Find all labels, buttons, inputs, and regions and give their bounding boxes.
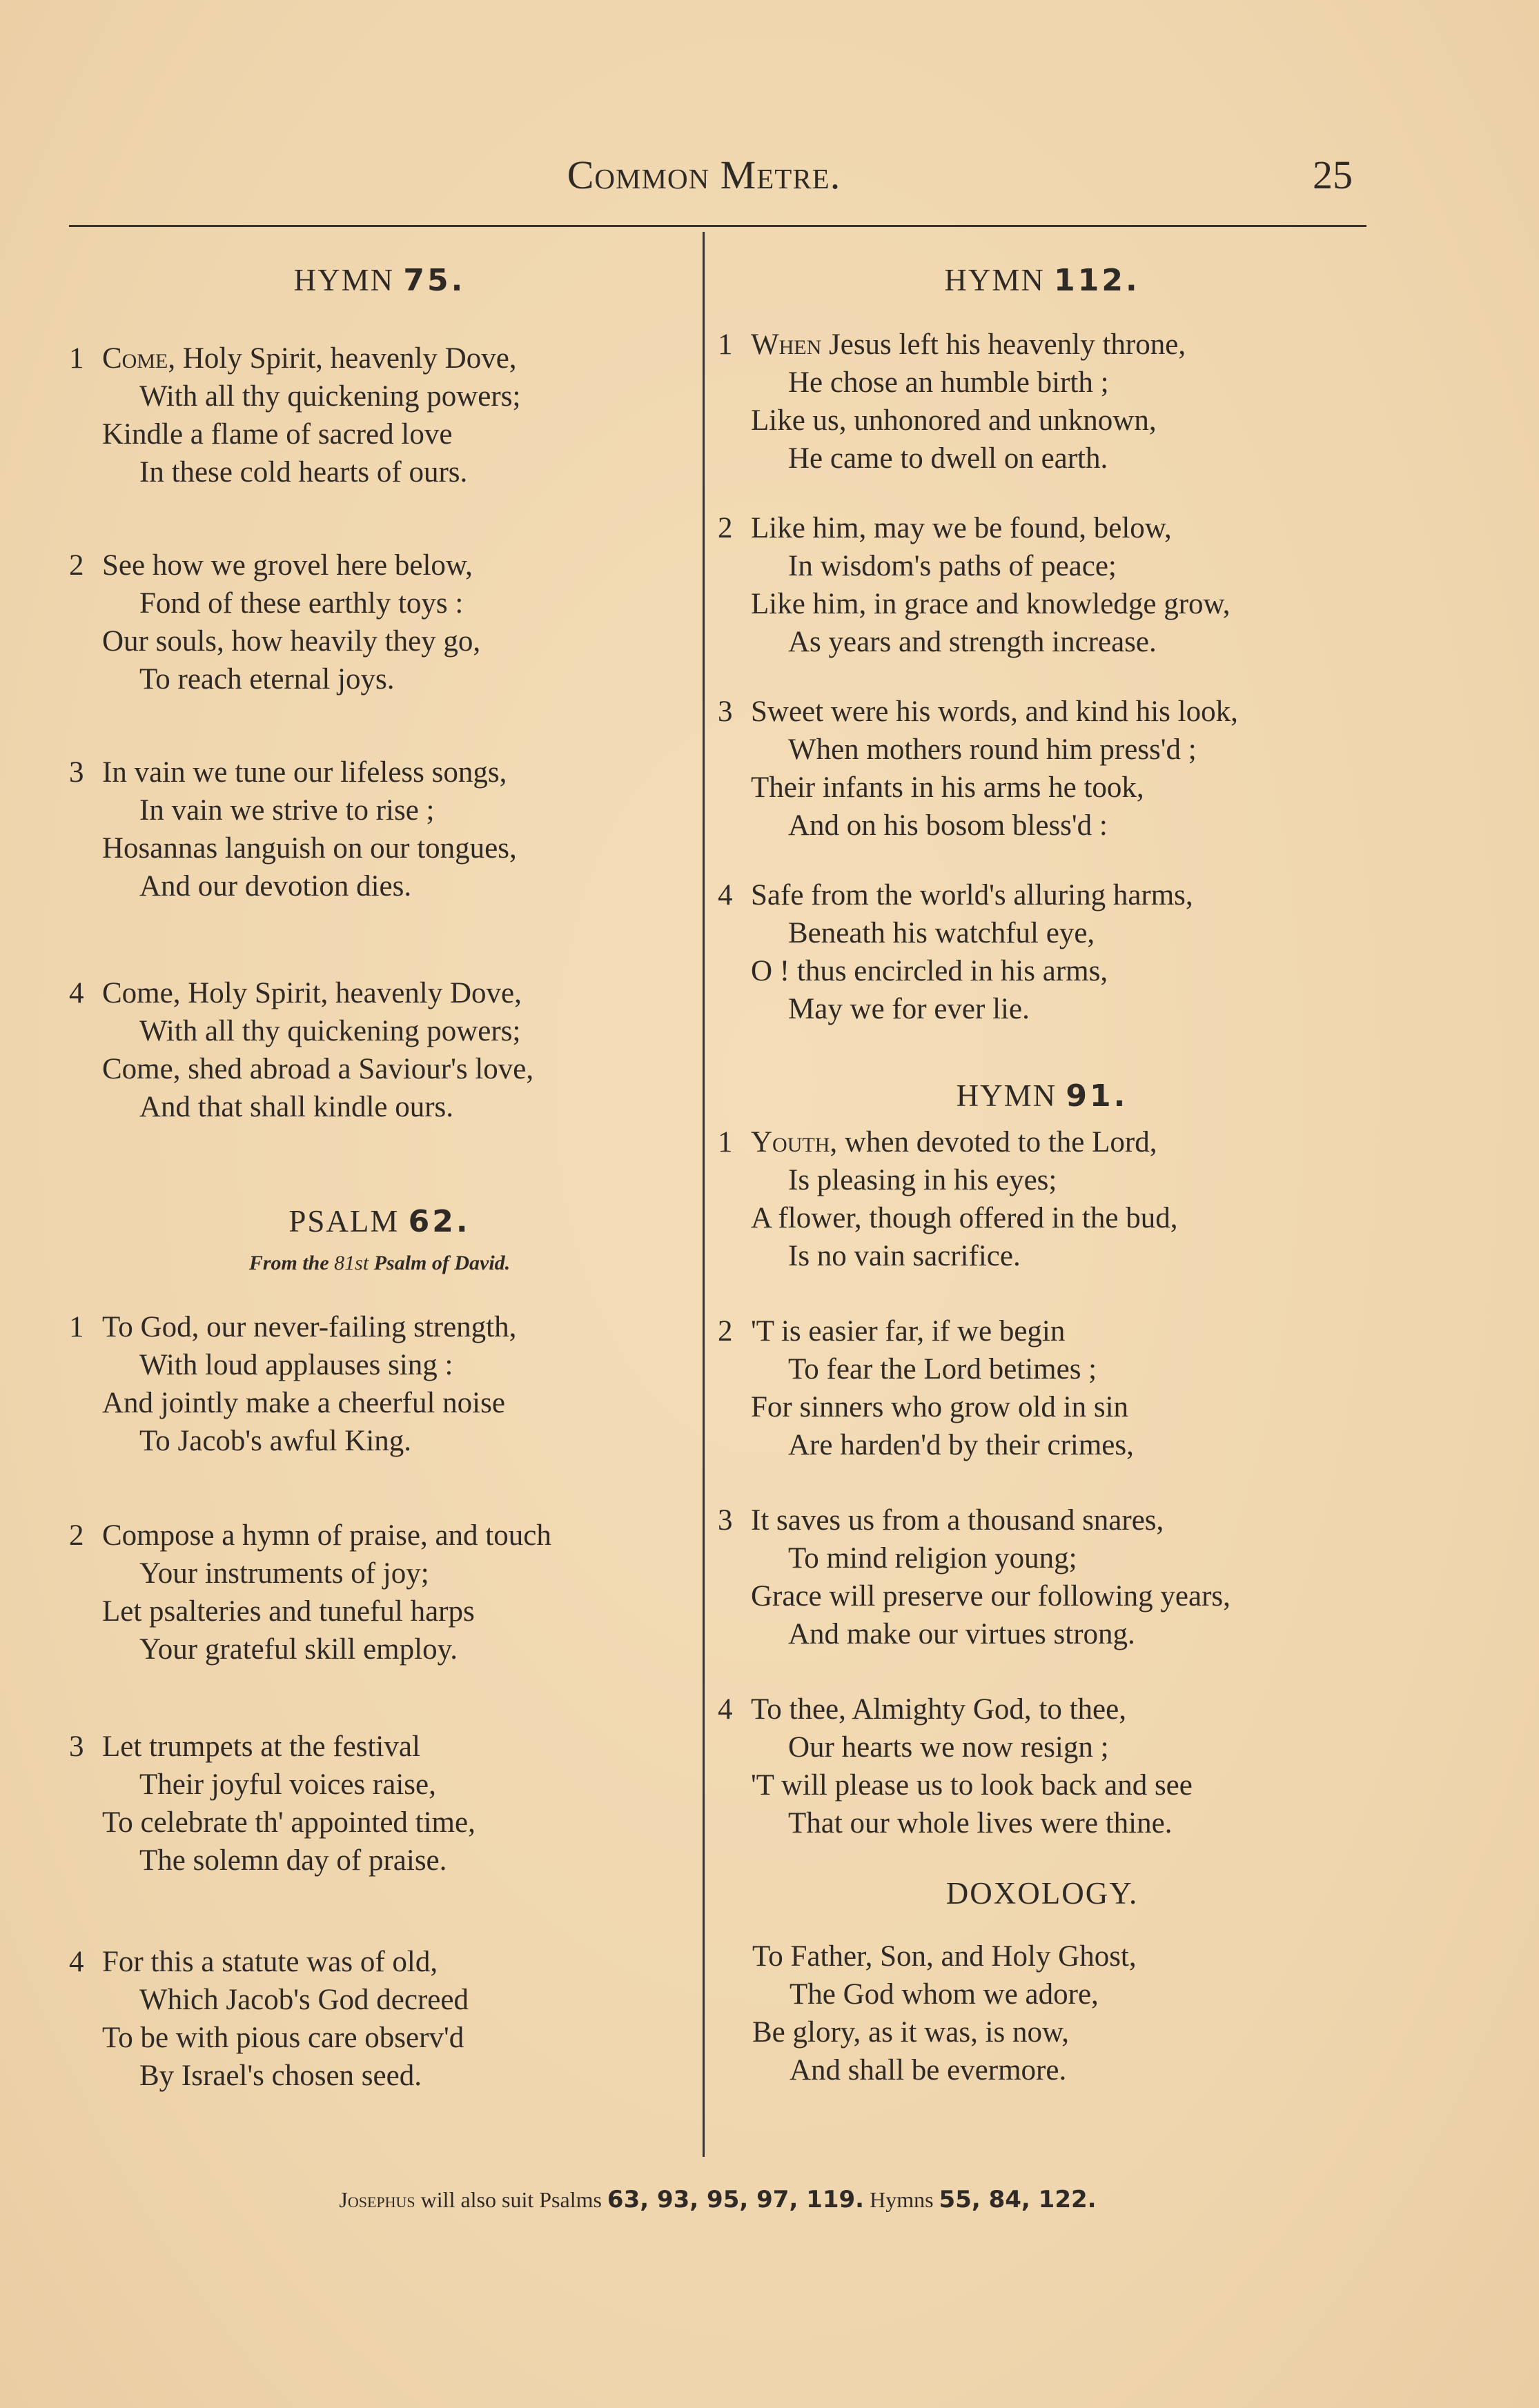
- stanza-first-word: Come,: [102, 342, 176, 375]
- stanza-line: Their joyful voices raise,: [139, 1768, 436, 1801]
- footnote-name: Josephus: [339, 2187, 415, 2212]
- running-title: Common Metre.: [567, 152, 841, 197]
- page-number: 25: [1313, 152, 1353, 197]
- stanza-line: Our souls, how heavily they go,: [102, 625, 481, 658]
- stanza-line: Holy Spirit, heavenly Dove,: [182, 342, 517, 375]
- stanza-line: To Jacob's awful King.: [139, 1425, 412, 1457]
- stanza-number: 1: [69, 1311, 84, 1343]
- stanza-line: To God, our never-failing strength,: [102, 1311, 517, 1343]
- hymn-75-stanza-1: [69, 339, 690, 491]
- stanza-line: Fond of these earthly toys :: [139, 587, 464, 620]
- hymn-75-stanza-2: [69, 546, 690, 698]
- hymn-112-heading: [718, 262, 1366, 298]
- stanza-line: Is no vain sacrifice.: [788, 1240, 1021, 1272]
- stanza-line: In wisdom's paths of peace;: [788, 550, 1117, 582]
- heading-label: HYMN: [956, 1078, 1057, 1113]
- stanza-line: Beneath his watchful eye,: [788, 917, 1095, 949]
- hymn-112-stanza-2: [718, 509, 1366, 661]
- stanza-line: With loud applauses sing :: [139, 1349, 453, 1381]
- stanza-line: By Israel's chosen seed.: [139, 2060, 422, 2092]
- stanza-line: Sweet were his words, and kind his look,: [751, 695, 1238, 728]
- stanza-line: Safe from the world's alluring harms,: [751, 879, 1193, 911]
- stanza-line: Which Jacob's God decreed: [139, 1984, 469, 2016]
- stanza-line: And that shall kindle ours.: [139, 1091, 454, 1123]
- stanza-number: 4: [69, 1946, 84, 1978]
- stanza-number: 2: [718, 512, 733, 544]
- hymn-91-stanza-1: [718, 1123, 1366, 1275]
- doxology-line: The God whom we adore,: [790, 1978, 1099, 2011]
- stanza-number: 3: [718, 1504, 733, 1537]
- subtitle-text: From the: [248, 1252, 329, 1274]
- psalm-62-stanza-2: [69, 1517, 690, 1668]
- stanza-line: For this a statute was of old,: [102, 1946, 438, 1978]
- stanza-line: Our hearts we now resign ;: [788, 1731, 1109, 1764]
- stanza-line: Is pleasing in his eyes;: [788, 1164, 1057, 1196]
- stanza-line: As years and strength increase.: [788, 626, 1157, 658]
- stanza-line: Kindle a flame of sacred love: [102, 418, 453, 451]
- hymn-91-heading: [718, 1078, 1366, 1114]
- stanza-line: To celebrate th' appointed time,: [102, 1806, 476, 1839]
- heading-number: 91.: [1066, 1078, 1128, 1114]
- page-header: [69, 150, 1366, 206]
- heading-number: 62.: [408, 1204, 471, 1239]
- hymn-91-stanza-3: [718, 1501, 1366, 1653]
- footnote-hymns: 55, 84, 122.: [939, 2186, 1097, 2213]
- stanza-line: To thee, Almighty God, to thee,: [751, 1693, 1126, 1726]
- footnote-text: will also suit Psalms: [420, 2187, 602, 2212]
- hymn-112-stanza-3: [718, 693, 1366, 845]
- hymn-75-stanza-3: [69, 753, 690, 905]
- stanza-first-word: Youth,: [751, 1126, 838, 1158]
- stanza-number: 2: [718, 1315, 733, 1348]
- stanza-line: In these cold hearts of ours.: [139, 456, 468, 488]
- subtitle-ordinal: 81st: [334, 1252, 369, 1274]
- header-rule: [69, 225, 1366, 227]
- doxology-line: Be glory, as it was, is now,: [752, 2016, 1070, 2049]
- stanza-line: Compose a hymn of praise, and touch: [102, 1519, 551, 1552]
- heading-label: HYMN: [293, 263, 395, 297]
- psalm-62-heading: [69, 1203, 690, 1239]
- stanza-line: Your grateful skill employ.: [139, 1633, 458, 1666]
- hymn-91-stanza-4: [718, 1690, 1366, 1842]
- stanza-line: And our devotion dies.: [139, 870, 412, 902]
- stanza-number: 2: [69, 549, 84, 582]
- psalm-62-subtitle: [69, 1252, 690, 1275]
- stanza-line: O ! thus encircled in his arms,: [751, 955, 1108, 987]
- stanza-number: 2: [69, 1519, 84, 1552]
- subtitle-text: Psalm of David.: [373, 1252, 511, 1274]
- stanza-line: When mothers round him press'd ;: [788, 733, 1197, 766]
- stanza-line: He came to dwell on earth.: [788, 442, 1108, 475]
- footnote-text: Hymns: [870, 2187, 934, 2212]
- doxology-line: And shall be evermore.: [790, 2054, 1067, 2086]
- stanza-line: Like him, may we be found, below,: [751, 512, 1172, 544]
- stanza-line: And make our virtues strong.: [788, 1618, 1135, 1650]
- stanza-line: To mind religion young;: [788, 1542, 1077, 1575]
- stanza-line: Like us, unhonored and unknown,: [751, 404, 1157, 437]
- heading-number: 112.: [1054, 263, 1140, 298]
- stanza-line: May we for ever lie.: [788, 993, 1030, 1025]
- stanza-line: Jesus left his heavenly throne,: [829, 328, 1186, 361]
- stanza-line: Their infants in his arms he took,: [751, 771, 1144, 804]
- stanza-line: Are harden'd by their crimes,: [788, 1429, 1134, 1461]
- stanza-line: A flower, though offered in the bud,: [751, 1202, 1178, 1234]
- hymn-75-heading: [69, 262, 690, 298]
- hymn-91-stanza-2: [718, 1312, 1366, 1464]
- stanza-line: In vain we tune our lifeless songs,: [102, 756, 507, 789]
- stanza-line: Come, Holy Spirit, heavenly Dove,: [102, 977, 522, 1009]
- stanza-line: He chose an humble birth ;: [788, 366, 1109, 399]
- psalm-62-stanza-1: [69, 1308, 690, 1460]
- stanza-line: 'T will please us to look back and see: [751, 1769, 1193, 1802]
- stanza-line: when devoted to the Lord,: [844, 1126, 1157, 1158]
- stanza-number: 4: [718, 1693, 733, 1726]
- stanza-line: To be with pious care observ'd: [102, 2022, 464, 2054]
- stanza-line: To reach eternal joys.: [139, 663, 395, 695]
- psalm-62-stanza-3: [69, 1728, 690, 1879]
- right-column: [718, 262, 1366, 2089]
- stanza-number: 1: [718, 1126, 733, 1158]
- column-divider: [703, 232, 705, 2157]
- doxology-stanza: [718, 1937, 1366, 2089]
- stanza-line: Grace will preserve our following years,: [751, 1580, 1231, 1612]
- stanza-number: 1: [718, 328, 733, 361]
- stanza-line: Let psalteries and tuneful harps: [102, 1595, 475, 1628]
- footnote: [69, 2186, 1366, 2213]
- stanza-line: And on his bosom bless'd :: [788, 809, 1108, 842]
- doxology-line: To Father, Son, and Holy Ghost,: [752, 1940, 1137, 1973]
- doxology-heading: DOXOLOGY.: [945, 1876, 1139, 1911]
- stanza-first-word: When: [751, 328, 822, 361]
- stanza-line: The solemn day of praise.: [139, 1844, 447, 1877]
- stanza-line: Come, shed abroad a Saviour's love,: [102, 1053, 534, 1085]
- stanza-line: For sinners who grow old in sin: [751, 1391, 1129, 1423]
- stanza-line: To fear the Lord betimes ;: [788, 1353, 1097, 1385]
- stanza-number: 1: [69, 342, 84, 375]
- footnote-psalms: 63, 93, 95, 97, 119.: [607, 2186, 865, 2213]
- hymn-112-stanza-1: [718, 326, 1366, 477]
- psalm-62-stanza-4: [69, 1943, 690, 2095]
- left-column: [69, 262, 690, 2095]
- stanza-line: See how we grovel here below,: [102, 549, 473, 582]
- hymn-112-stanza-4: [718, 876, 1366, 1028]
- heading-label: PSALM: [288, 1204, 400, 1238]
- stanza-line: Like him, in grace and knowledge grow,: [751, 588, 1231, 620]
- stanza-line: It saves us from a thousand snares,: [751, 1504, 1164, 1537]
- stanza-line: With all thy quickening powers;: [139, 1015, 521, 1047]
- stanza-number: 3: [69, 1730, 84, 1763]
- stanza-number: 3: [69, 756, 84, 789]
- heading-label: HYMN: [944, 263, 1045, 297]
- stanza-number: 4: [718, 879, 733, 911]
- stanza-number: 4: [69, 977, 84, 1009]
- stanza-line: In vain we strive to rise ;: [139, 794, 435, 827]
- stanza-number: 3: [718, 695, 733, 728]
- stanza-line: 'T is easier far, if we begin: [751, 1315, 1066, 1348]
- heading-number: 75.: [403, 263, 466, 298]
- stanza-line: Hosannas languish on our tongues,: [102, 832, 517, 865]
- stanza-line: And jointly make a cheerful noise: [102, 1387, 505, 1419]
- stanza-line: With all thy quickening powers;: [139, 380, 521, 413]
- stanza-line: Let trumpets at the festival: [102, 1730, 420, 1763]
- stanza-line: That our whole lives were thine.: [788, 1807, 1173, 1839]
- stanza-line: Your instruments of joy;: [139, 1557, 429, 1590]
- hymn-75-stanza-4: [69, 974, 690, 1126]
